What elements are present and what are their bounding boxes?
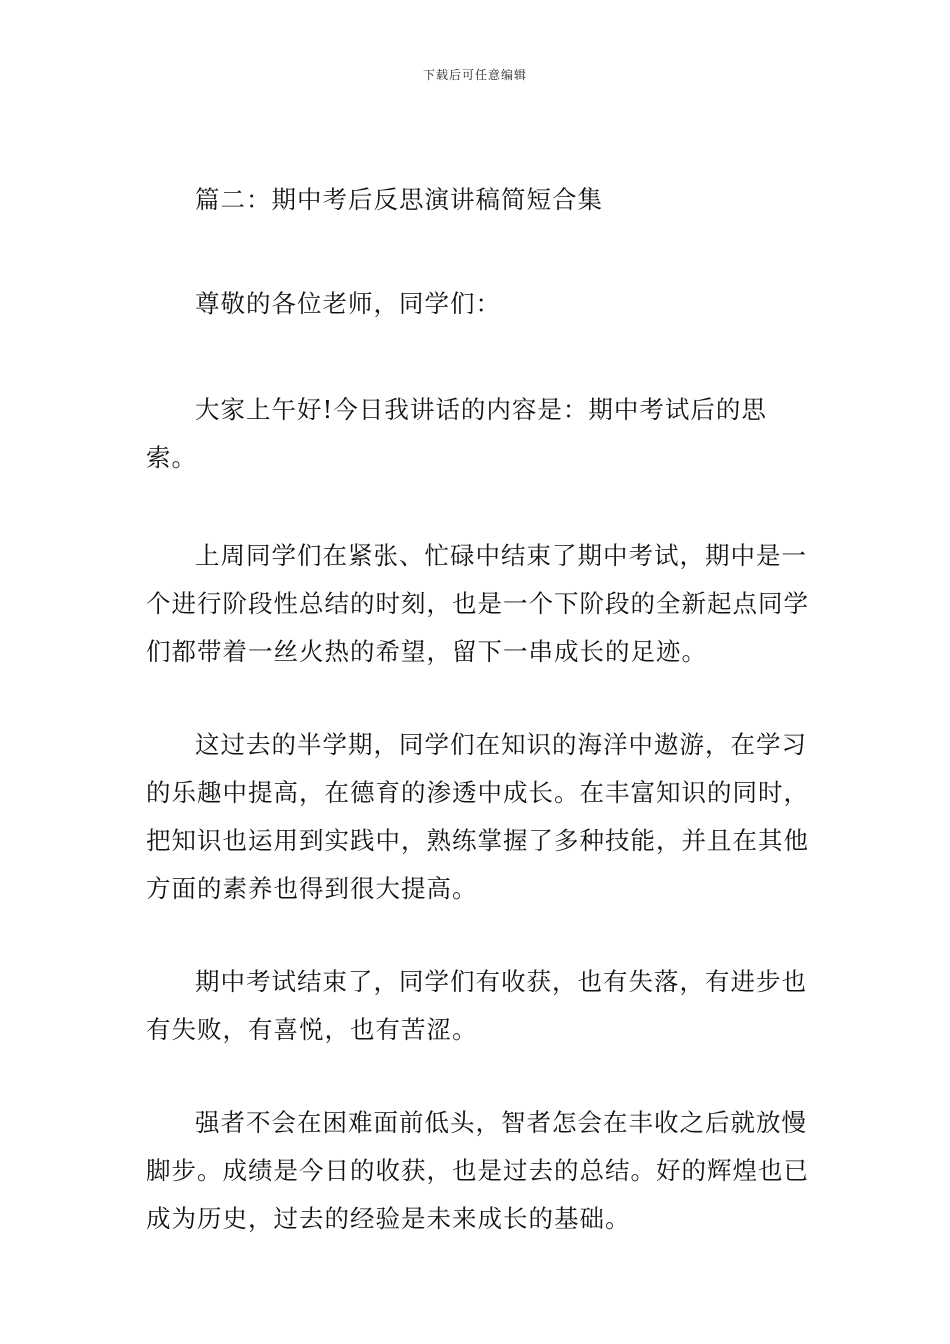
greeting-line: 尊敬的各位老师，同学们： xyxy=(195,289,501,318)
paragraph: 强者不会在困难面前低头，智者怎会在丰收之后就放慢脚步。成绩是今日的收获，也是过去的总结。好的辉煌也已成为历史，过去的经验是未来成长的基础。 xyxy=(146,1108,809,1233)
document-body xyxy=(146,176,816,1288)
paragraph: 大家上午好!今日我讲话的内容是：期中考试后的思索。 xyxy=(146,395,767,472)
paragraph: 上周同学们在紧张、忙碌中结束了期中考试，期中是一个进行阶段性总结的时刻，也是一个下阶段的全新起点同学们都带着一丝火热的希望，留下一串成长的足迹。 xyxy=(146,541,809,666)
document-title: 篇二：期中考后反思演讲稿简短合集 xyxy=(195,185,603,214)
paragraph: 这过去的半学期，同学们在知识的海洋中遨游，在学习的乐趣中提高，在德育的渗透中成长。在丰富知识的同时，把知识也运用到实践中，熟练掌握了多种技能，并且在其他方面的素养也得到很大提高。 xyxy=(146,730,809,903)
page-header-note: 下载后可任意编辑 xyxy=(422,68,527,82)
paragraph: 期中考试结束了，同学们有收获，也有失落，有进步也有失败，有喜悦，也有苦涩。 xyxy=(146,967,807,1044)
